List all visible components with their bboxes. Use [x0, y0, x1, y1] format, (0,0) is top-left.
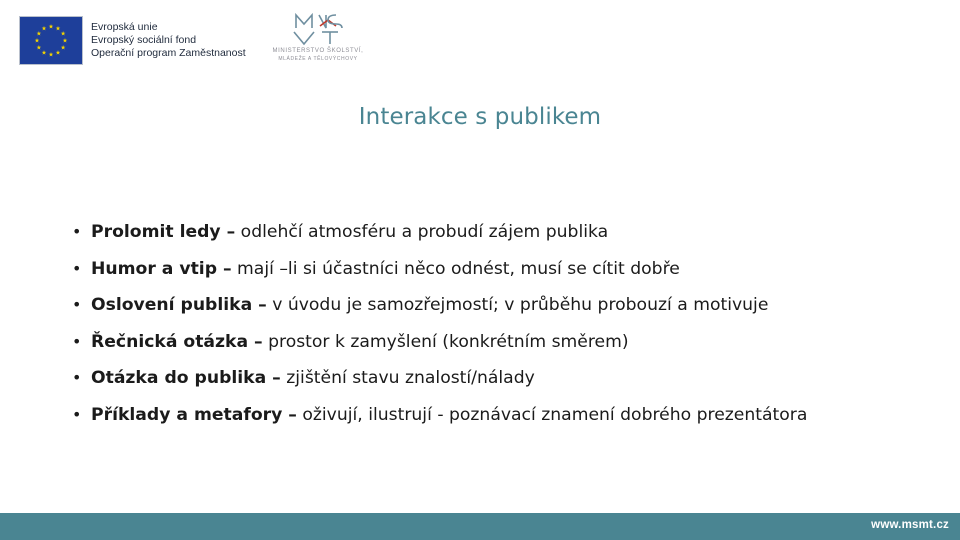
bullet-list: [72, 218, 952, 438]
bullet-description: mají –li si účastníci něco odnést, musí se cítit dobře: [231, 258, 680, 279]
eu-star-icon: [37, 45, 42, 49]
eu-star-icon: [49, 52, 54, 56]
bullet-description: v úvodu je samozřejmostí; v průběhu probouzí a motivuje: [266, 295, 769, 316]
bullet-term: Příklady a metafory –: [91, 404, 297, 425]
bullet-item: [72, 364, 952, 401]
bullet-icon: •: [72, 404, 82, 424]
bullet-term: Řečnická otázka –: [91, 331, 263, 352]
bullet-description: zjištění stavu znalostí/nálady: [280, 368, 535, 389]
bullet-description: prostor k zamyšlení (konkrétním směrem): [262, 331, 629, 352]
msmt-logo-line: MLÁDEŽE A TĚLOVÝCHOVY: [278, 56, 358, 62]
eu-logo-line: Operační program Zaměstnanost: [91, 47, 246, 59]
bullet-text: [91, 401, 807, 429]
bullet-text: [91, 255, 680, 283]
bullet-item: [72, 255, 952, 292]
bullet-text: [91, 364, 535, 392]
bullet-item: [72, 218, 952, 255]
bullet-icon: •: [72, 331, 82, 351]
bullet-icon: •: [72, 258, 82, 278]
eu-star-icon: [49, 24, 54, 28]
msmt-logo: [268, 12, 368, 66]
eu-star-icon: [42, 26, 47, 30]
eu-star-icon: [56, 26, 61, 30]
bullet-term: Humor a vtip –: [91, 258, 232, 279]
footer-bar: [0, 513, 960, 540]
bullet-icon: •: [72, 222, 82, 241]
eu-star-icon: [42, 50, 47, 54]
bullet-term: Oslovení publika –: [91, 295, 267, 316]
bullet-text: [91, 218, 608, 246]
eu-logo-text: [91, 21, 246, 60]
eu-logo: [19, 16, 246, 65]
msmt-logo-line: MINISTERSTVO ŠKOLSTVÍ,: [272, 48, 364, 54]
eu-logo-line: Evropský sociální fond: [91, 34, 197, 46]
eu-star-icon: [63, 38, 68, 42]
bullet-text: [91, 291, 768, 319]
eu-star-icon: [35, 38, 40, 42]
bullet-text: [91, 328, 629, 356]
bullet-description: oživují, ilustrují - poznávací znamení dobrého prezentátora: [296, 404, 808, 425]
bullet-description: odlehčí atmosféru a probudí zájem publika: [235, 222, 609, 242]
eu-star-icon: [61, 31, 66, 35]
msmt-logo-icon: [292, 12, 344, 46]
bullet-item: [72, 401, 952, 438]
bullet-item: [72, 328, 952, 365]
slide-title: Interakce s publikem: [358, 104, 602, 130]
bullet-icon: •: [72, 368, 82, 388]
eu-star-icon: [37, 31, 42, 35]
footer-url[interactable]: www.msmt.cz: [871, 519, 949, 531]
bullet-icon: •: [72, 295, 82, 315]
bullet-term: Otázka do publika –: [91, 368, 281, 389]
bullet-term: Prolomit ledy –: [91, 222, 236, 242]
eu-star-icon: [61, 45, 66, 49]
eu-flag-icon: [19, 16, 83, 65]
eu-star-icon: [56, 50, 61, 54]
bullet-item: [72, 291, 952, 328]
eu-logo-line: Evropská unie: [91, 21, 158, 33]
